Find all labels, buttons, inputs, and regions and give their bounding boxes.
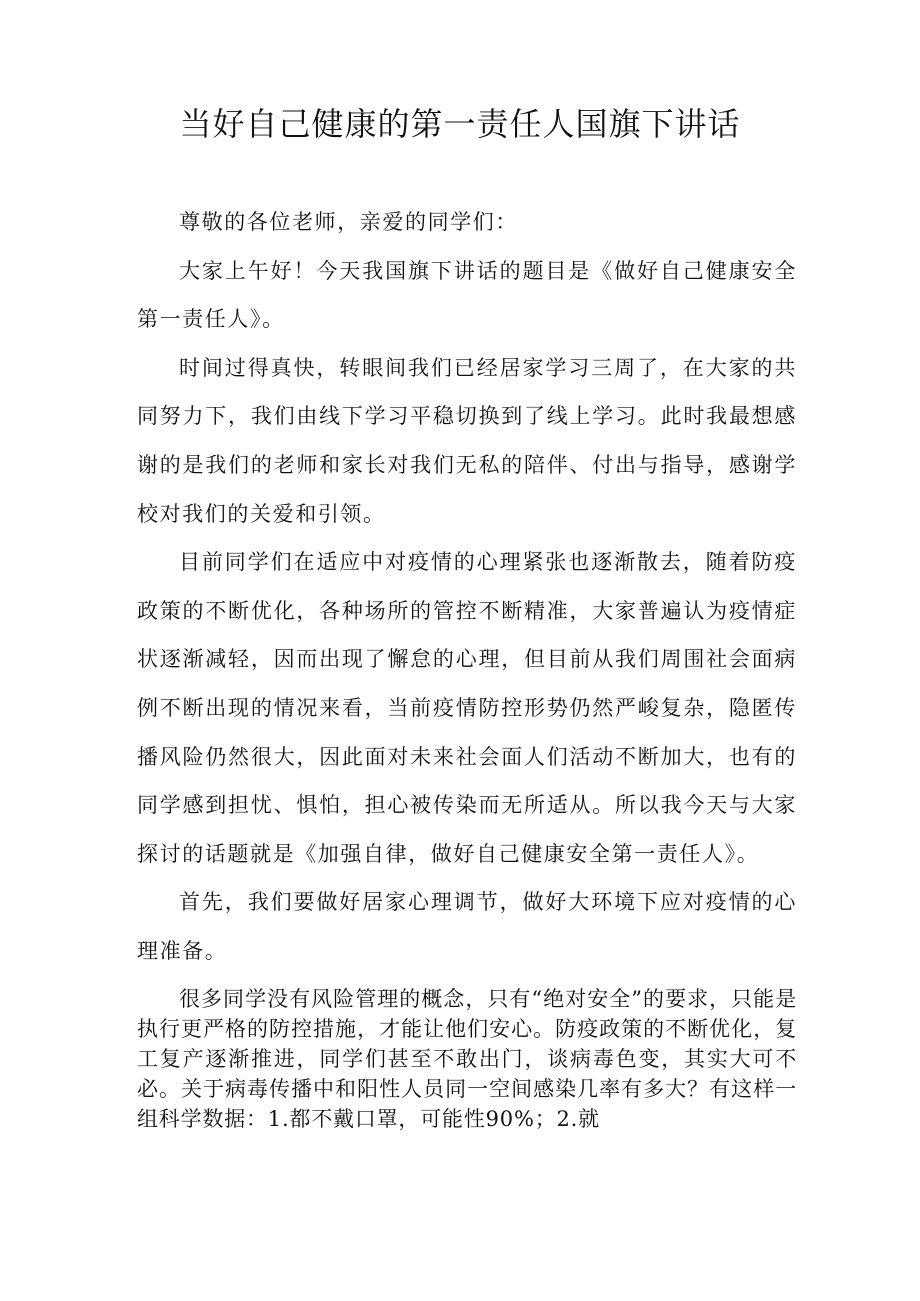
paragraph-greeting: 尊敬的各位老师，亲爱的同学们： (179, 210, 518, 234)
paragraph-first-point: 首先，我们要做好居家心理调节，做好大环境下应对疫情的心理准备。 (137, 890, 797, 963)
paragraph-intro: 大家上午好！今天我国旗下讲话的题目是《做好自己健康安全第一责任人》。 (137, 258, 797, 332)
paragraph-gratitude: 时间过得真快，转眼间我们已经居家学习三周了，在大家的共同努力下，我们由线下学习平稳切换到了线上学习。此时我最想感谢的是我们的老师和家长对我们无私的陪伴、付出与指导，感谢学校对我们的关爱和引领。 (137, 355, 797, 526)
document-body (137, 198, 797, 1134)
document-title: 当好自己健康的第一责任人国旗下讲话 (179, 105, 741, 143)
paragraph-risk: 很多同学没有风险管理的概念，只有“绝对安全”的要求，只能是执行更严格的防控措施，才能让他们安心。防疫政策的不断优化，复工复产逐渐推进，同学们甚至不敢出门，谈病毒色变，其实大可不必。关于病毒传播中和阳性人员同一空间感染几率有多大？有这样一组科学数据：1.都不戴口罩，可能性90%；2.就 (137, 986, 797, 1131)
paragraph-situation: 目前同学们在适应中对疫情的心理紧张也逐渐散去，随着防疫政策的不断优化，各种场所的管控不断精准，大家普遍认为疫情症状逐渐减轻，因而出现了懈怠的心理，但目前从我们周围社会面病例不断出现的情况来看，当前疫情防控形势仍然严峻复杂，隐匿传播风险仍然很大，因此面对未来社会面人们活动不断加大，也有的同学感到担忧、惧怕，担心被传染而无所适从。所以我今天与大家探讨的话题就是《加强自律，做好自己健康安全第一责任人》。 (137, 550, 797, 866)
